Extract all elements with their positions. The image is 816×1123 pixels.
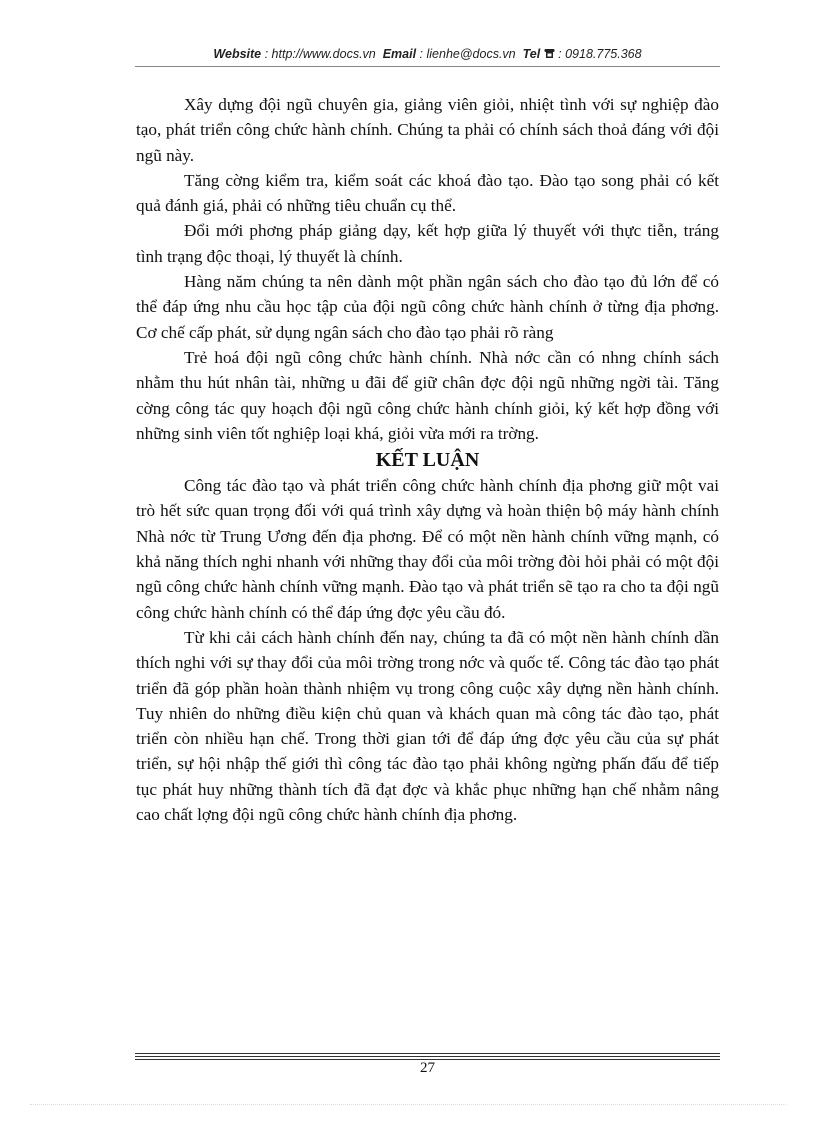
section-heading: KẾT LUẬN — [375, 449, 480, 472]
header-rule — [135, 66, 720, 67]
page-number: 27 — [420, 1060, 435, 1076]
paragraph: Tăng cờng kiểm tra, kiểm soát các khoá đào tạo. Đào tạo song phải có kết quả đánh giá, phải có những tiêu chuẩn cụ thể. — [136, 170, 719, 216]
website-url: http://www.docs.vn — [271, 47, 376, 61]
email-label: Email — [382, 47, 417, 61]
tel-number: 0918.775.368 — [565, 47, 642, 61]
paragraph: Đổi mới phơng pháp giảng dạy, kết hợp giữa lý thuyết với thực tiễn, tráng tình trạng độc thoại, lý thuyết là chính. — [136, 221, 719, 266]
phone-icon — [544, 48, 555, 59]
paragraph: Công tác đào tạo và phát triển công chức hành chính địa phơng giữ một vai trò hết sức quan trọng đối với quá trình xây dựng và hoàn thiện bộ máy hành chính Nhà nớc từ Trung Ương đến địa phơng. Để có một nền hành chính vững mạnh, có khả năng thích nghi nhanh với những thay đổi của môi trờng đòi hỏi phải có một đội ngũ công chức hành chính vững mạnh. Đào tạo và phát triển sẽ tạo ra cho ta đội ngũ công chức hành chính có thể đáp ứng đợc yêu cầu đó. — [136, 476, 719, 622]
email-separator: : — [416, 47, 427, 61]
email-address: lienhe@docs.vn — [426, 47, 516, 61]
paragraph: Xây dựng đội ngũ chuyên gia, giảng viên giỏi, nhiệt tình với sự nghiệp đào tạo, phát triển công chức hành chính. Chúng ta phải có chính sách thoả đáng với đội ngũ này. — [136, 95, 719, 165]
tel-separator: : — [554, 47, 566, 61]
paragraph: Trẻ hoá đội ngũ công chức hành chính. Nhà nớc cần có nhng chính sách nhằm thu hút nhân tài, những u đãi để giữ chân đợc đội ngũ những ngời tài. Tăng cờng công tác quy hoạch đội ngũ công chức hành chính giỏi, ký kết hợp đồng với những sinh viên tốt nghiệp loại khá, giỏi vừa mới ra trờng. — [136, 347, 719, 443]
page-header — [135, 47, 720, 61]
page-bottom-border — [30, 1104, 786, 1105]
paragraph: Hàng năm chúng ta nên dành một phần ngân sách cho đào tạo đủ lớn để có thể đáp ứng nhu cầu học tập của đội ngũ công chức hành chính ở từng địa phơng. Cơ chế cấp phát, sử dụng ngân sách cho đào tạo phải rõ ràng — [136, 272, 719, 342]
website-label: Website — [213, 47, 262, 61]
tel-label: Tel — [522, 47, 541, 61]
footer-rule — [135, 1053, 720, 1054]
footer-rule — [135, 1056, 720, 1057]
paragraph: Từ khi cải cách hành chính đến nay, chúng ta đã có một nền hành chính dần thích nghi với sự thay đổi của môi trờng trong nớc và quốc tế. Công tác đào tạo phát triển đã góp phần hoàn thành nhiệm vụ trong công cuộc xây dựng nền hành chính. Tuy nhiên do những điều kiện chủ quan và khách quan mà công tác đào tạo, phát triển còn nhiều hạn chế. Trong thời gian tới để đáp ứng đợc yêu cầu của sự phát triển, sự hội nhập thế giới thì công tác đào tạo phải không ngừng phấn đấu để tiếp tục phát huy những thành tích đã đạt đợc và khắc phục những hạn chế nhằm nâng cao chất lợng đội ngũ công chức hành chính địa phơng. — [136, 627, 719, 825]
website-separator: : — [261, 47, 272, 61]
body-text — [136, 92, 719, 827]
